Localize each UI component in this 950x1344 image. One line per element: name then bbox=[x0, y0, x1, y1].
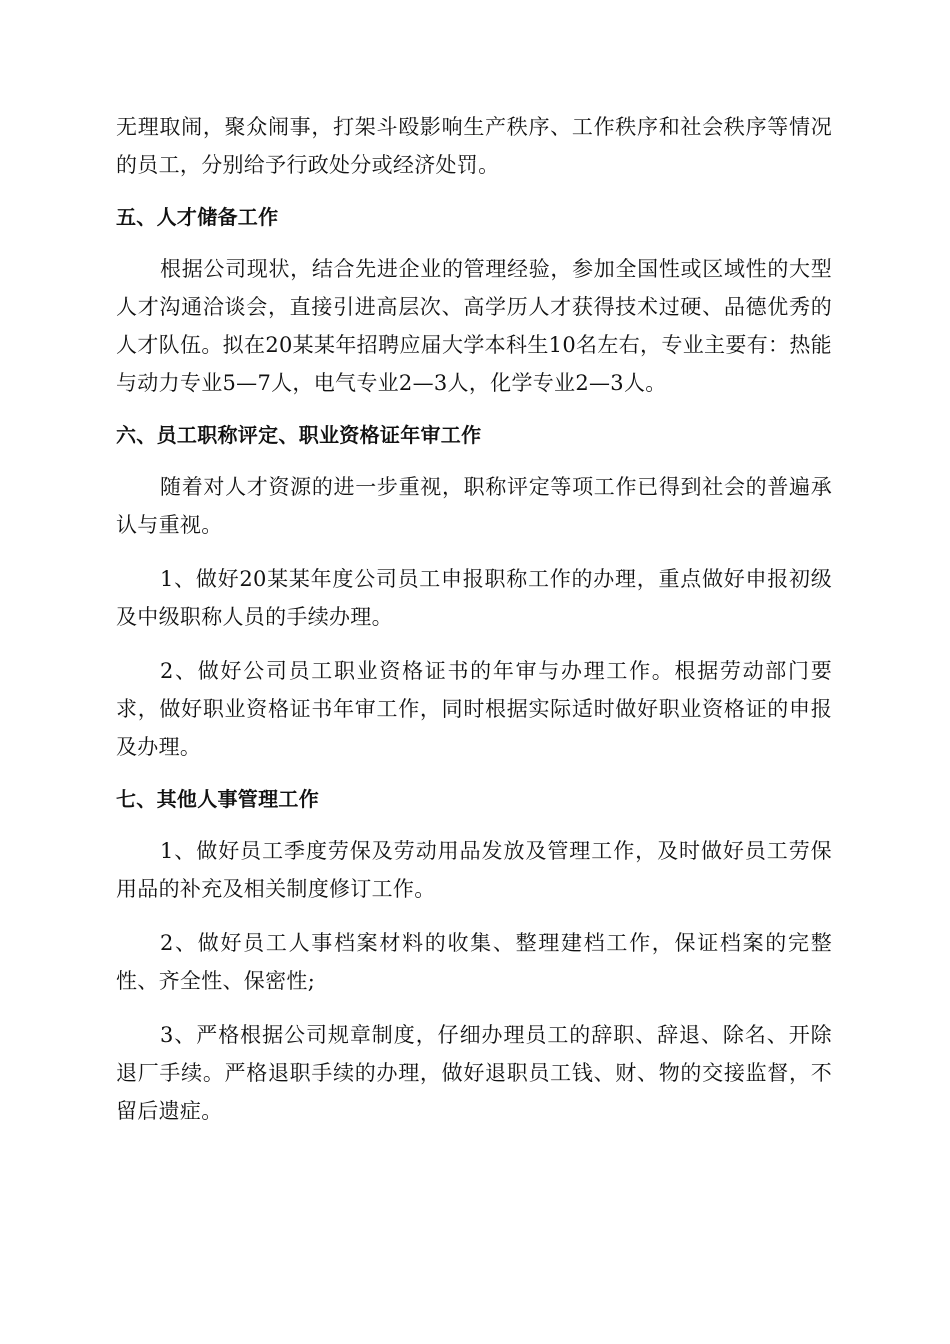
paragraph-intro: 无理取闹，聚众闹事，打架斗殴影响生产秩序、工作秩序和社会秩序等情况的员工，分别给予行政处分或经济处罚。 bbox=[116, 115, 832, 177]
document-page bbox=[116, 108, 832, 1130]
paragraph-section-6-item-2: 2、做好公司员工职业资格证书的年审与办理工作。根据劳动部门要求，做好职业资格证书年审工作，同时根据实际适时做好职业资格证的申报及办理。 bbox=[116, 659, 832, 759]
heading-section-6: 六、员工职称评定、职业资格证年审工作 bbox=[116, 423, 482, 447]
heading-section-7: 七、其他人事管理工作 bbox=[116, 787, 319, 811]
paragraph-section-6-item-1: 1、做好20某某年度公司员工申报职称工作的办理，重点做好申报初级及中级职称人员的手续办理。 bbox=[116, 567, 832, 629]
paragraph-section-7-item-2: 2、做好员工人事档案材料的收集、整理建档工作，保证档案的完整性、齐全性、保密性; bbox=[116, 931, 832, 993]
paragraph-section-6: 随着对人才资源的进一步重视，职称评定等项工作已得到社会的普遍承认与重视。 bbox=[116, 475, 832, 537]
paragraph-section-7-item-3: 3、严格根据公司规章制度，仔细办理员工的辞职、辞退、除名、开除退厂手续。严格退职手续的办理，做好退职员工钱、财、物的交接监督，不留后遗症。 bbox=[116, 1023, 832, 1123]
heading-section-5: 五、人才储备工作 bbox=[116, 205, 279, 229]
paragraph-section-7-item-1: 1、做好员工季度劳保及劳动用品发放及管理工作，及时做好员工劳保用品的补充及相关制度修订工作。 bbox=[116, 839, 832, 901]
paragraph-section-5: 根据公司现状，结合先进企业的管理经验，参加全国性或区域性的大型人才沟通洽谈会，直接引进高层次、高学历人才获得技术过硬、品德优秀的人才队伍。拟在20某某年招聘应届大学本科生10名左右，专业主要有：热能与动力专业5—7人，电气专业2—3人，化学专业2—3人。 bbox=[116, 257, 832, 395]
